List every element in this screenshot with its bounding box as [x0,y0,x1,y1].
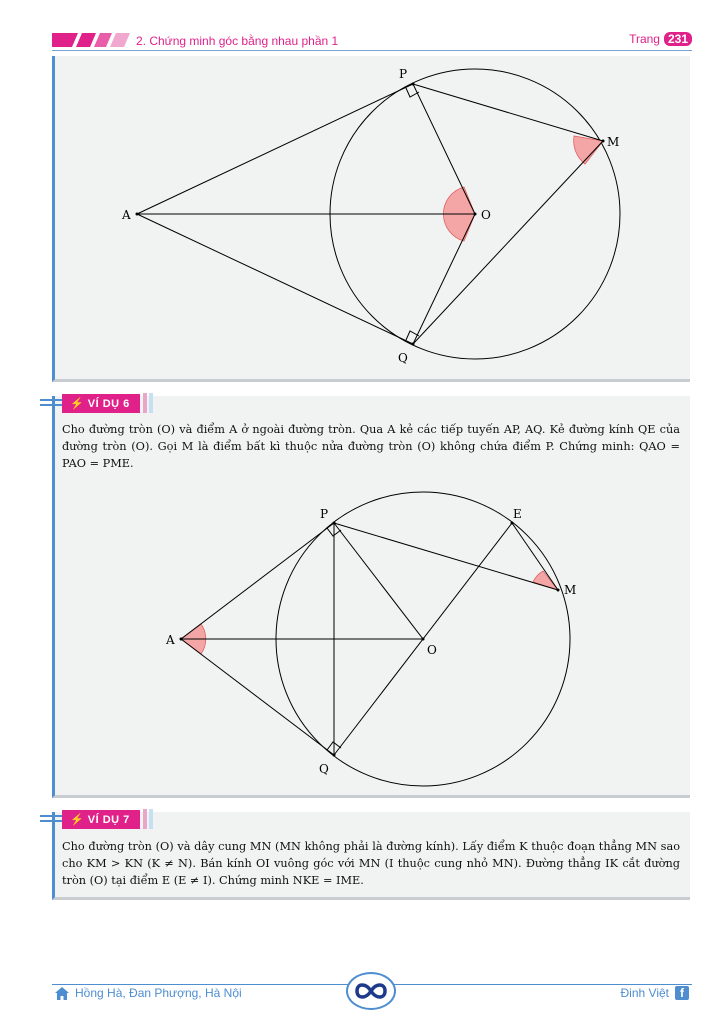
label-O-2: O [427,643,437,657]
example-6-label: ⚡ VÍ DỤ 6 [62,394,140,413]
label-Q: Q [398,351,408,365]
footer-author [621,986,689,1000]
example-7-label: ⚡ VÍ DỤ 7 [62,810,140,829]
example-7-tag [40,809,153,829]
tag-tail-blue [149,809,153,829]
address-text: Hồng Hà, Đan Phượng, Hà Nội [75,986,242,1000]
label-O: O [481,208,491,222]
segment-PO-2 [334,523,423,639]
tangent-AP-2 [181,523,334,639]
label-P-2: P [320,507,329,521]
tangent-AQ-2 [181,639,334,755]
tag-lines-decoration [40,814,62,824]
page-number: 231 [664,32,692,46]
footer-address [55,986,242,1000]
label-Q-2: Q [319,762,329,776]
facebook-icon[interactable]: f [675,986,689,1000]
example-7-label-text: VÍ DỤ 7 [87,813,130,826]
example-6-label-text: VÍ DỤ 6 [87,397,130,410]
label-P: P [399,67,408,81]
infinity-icon [348,974,394,1008]
label-E-2: E [513,507,522,521]
tag-tail-pink [143,809,147,829]
example-6-text: Cho đường tròn (O) và điểm A ở ngoài đường tròn. Qua A kẻ các tiếp tuyến AP, AQ. Kẻ đường kính QE của đường tròn (O). Gọi M là điểm bất kì thuộc nửa đường tròn (O) không chứa điểm P. Chứng minh: QAO = PAO = PME. [62,423,680,470]
label-A: A [122,208,131,222]
infinity-logo [346,972,396,1010]
example-7-text: Cho đường tròn (O) và dây cung MN (MN không phải là đường kính). Lấy điểm K thuộc đoạn thẳng MN sao cho KM > KN (K ≠ N). Bán kính OI vuông góc với MN (I thuộc cung nhỏ MN). Đường thẳng IK cắt đường tròn (O) tại điểm E (E ≠ I). Chứng minh NKE = IME. [62,840,680,887]
label-M: M [607,135,620,149]
label-M-2: M [564,583,577,597]
chapter-title: 2. Chứng minh góc bằng nhau phần 1 [136,34,339,48]
page-label: Trang [629,32,660,46]
home-icon [55,987,69,1000]
label-A-2: A [166,633,175,647]
author-name: Đinh Việt [620,986,669,1000]
